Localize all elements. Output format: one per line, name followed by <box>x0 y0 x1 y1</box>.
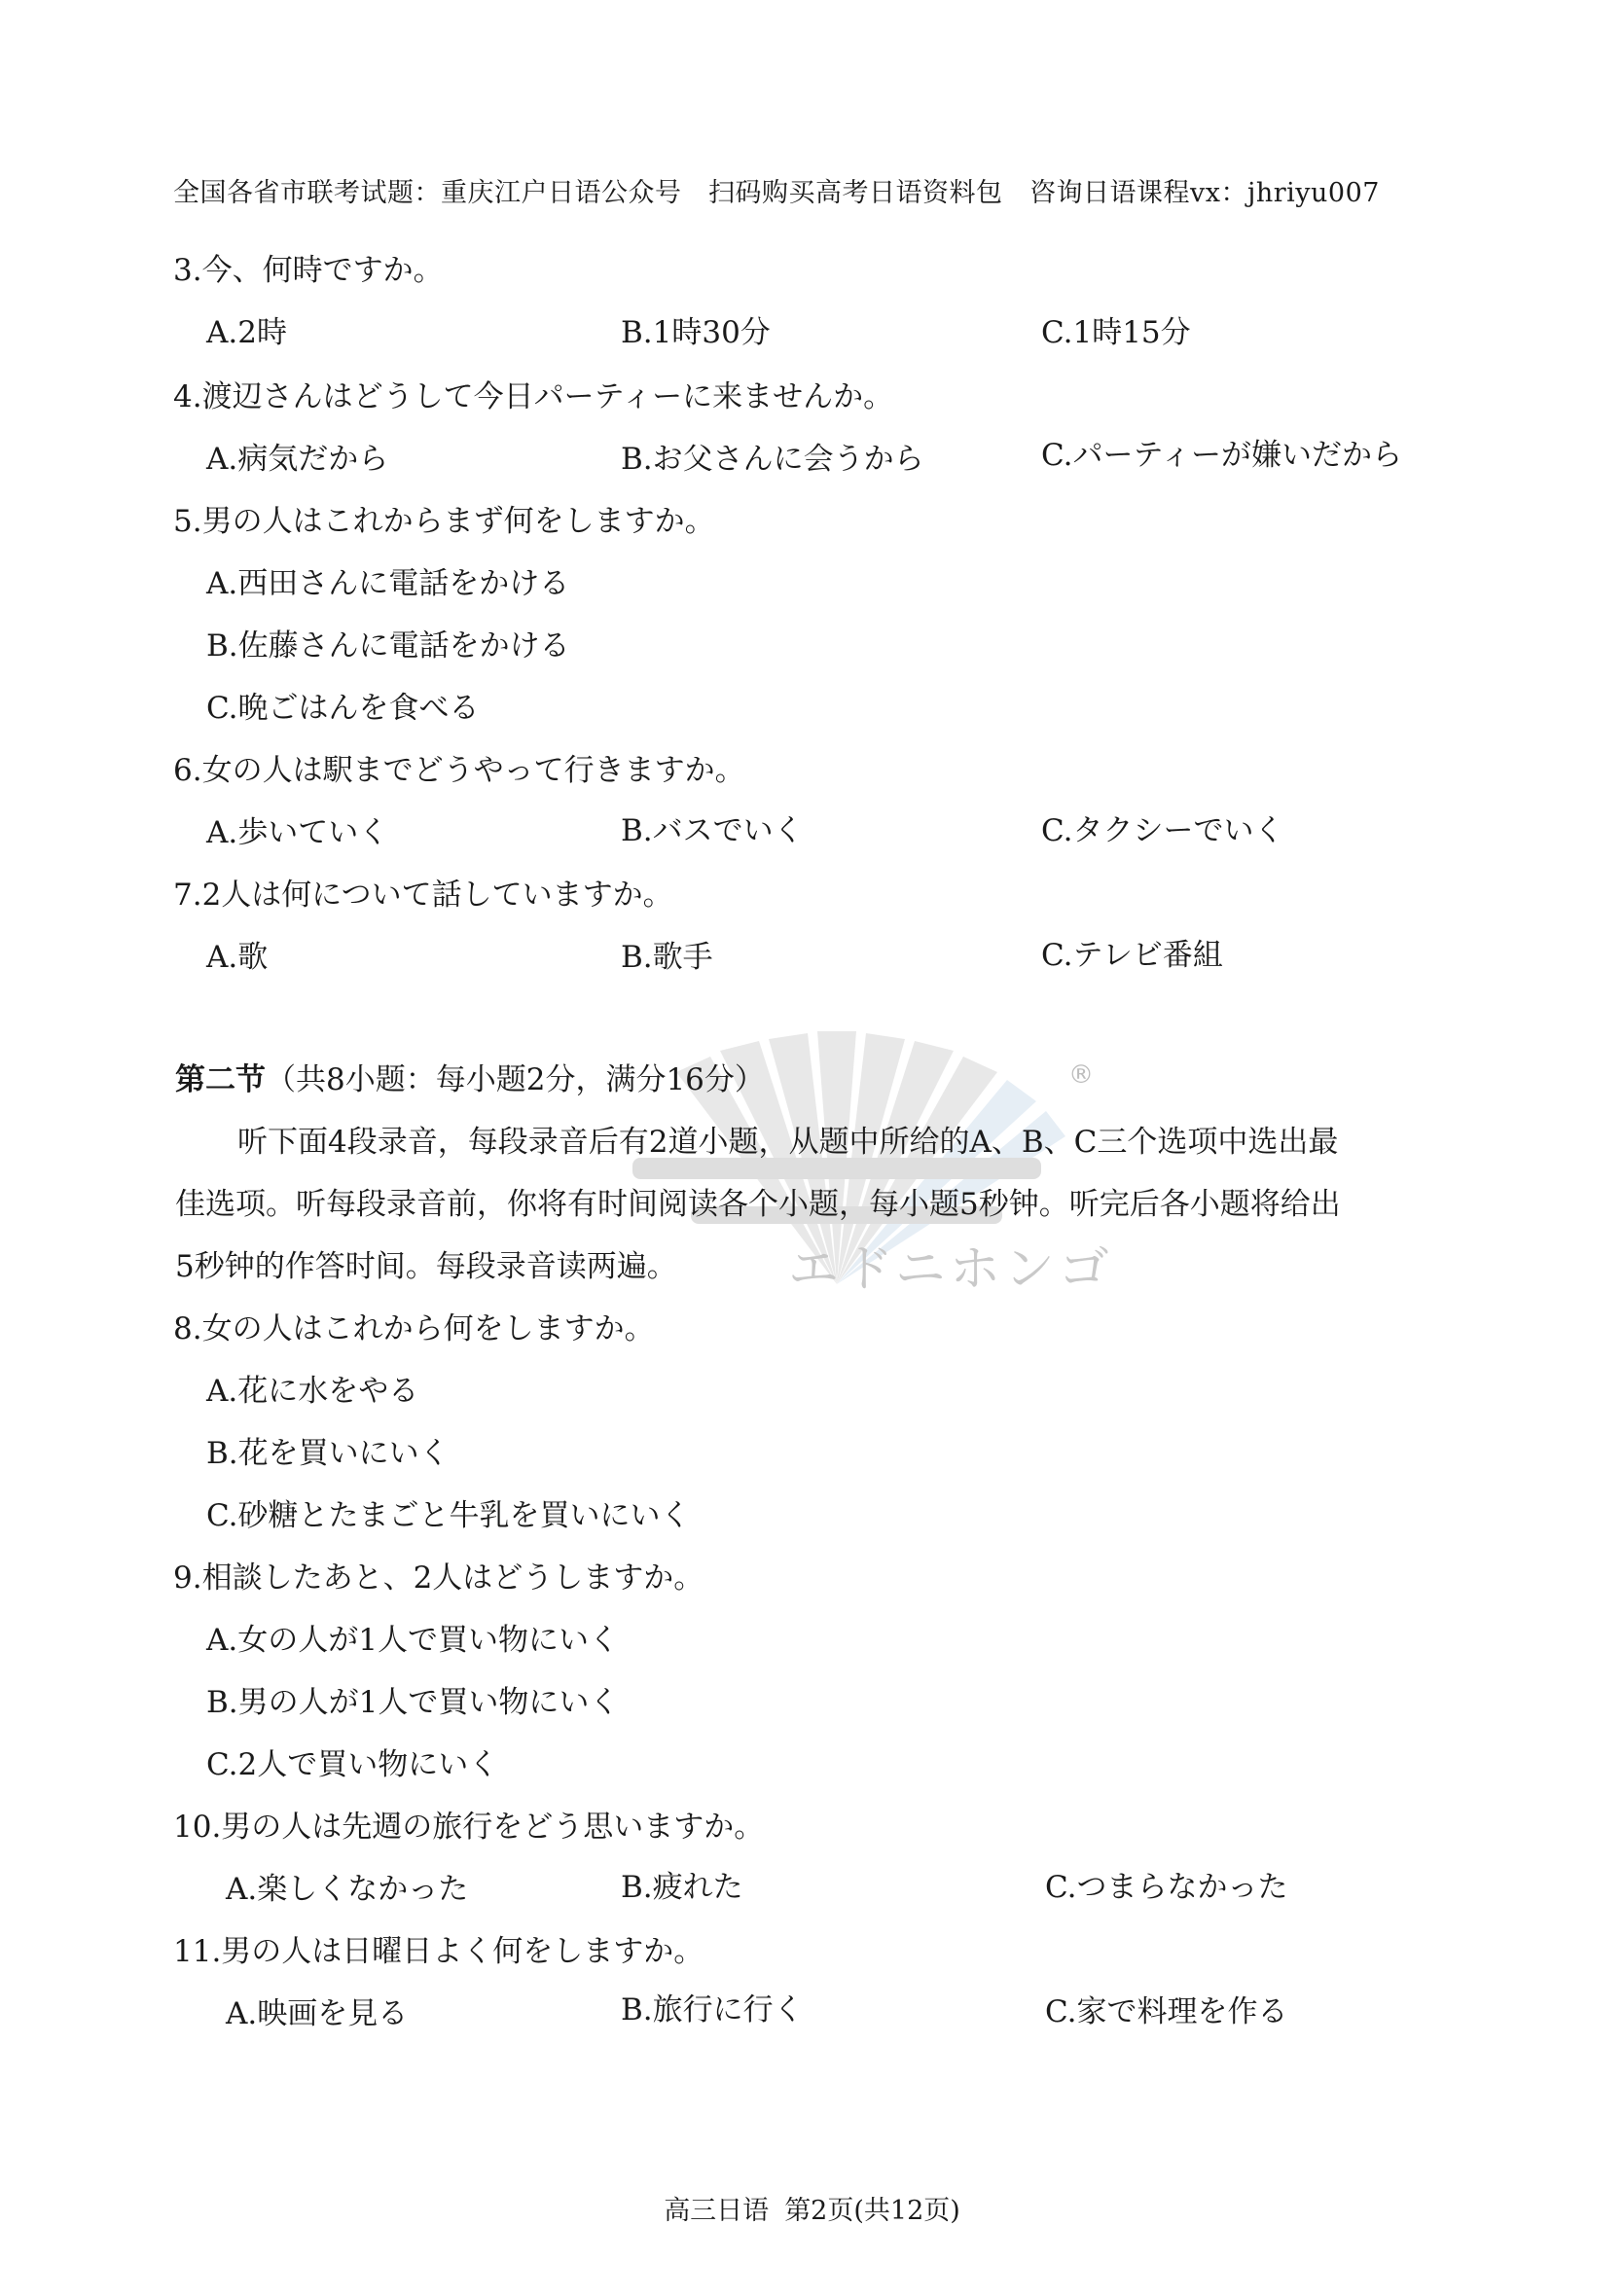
question-5-option-c: C.晩ごはんを食べる <box>206 691 480 726</box>
section-2-instruction-line-1: 听下面4段录音，每段录音后有2道小题，从题中所给的A、B、C三个选项中选出最 <box>237 1125 1339 1160</box>
section-2-title-detail: （共8小题：每小题2分，满分16分） <box>266 1062 765 1097</box>
watermark-text: エドニホンゴ <box>788 1240 1113 1299</box>
page-footer <box>0 2189 1624 2227</box>
question-6-option-b: B.バスでいく <box>621 813 804 848</box>
question-6-stem: 6.女の人は駅までどうやって行きますか。 <box>173 753 745 788</box>
question-10-option-a: A.楽しくなかった <box>226 1872 469 1907</box>
question-8-option-a: A.花に水をやる <box>206 1374 419 1409</box>
question-8-stem: 8.女の人はこれから何をしますか。 <box>173 1311 655 1346</box>
question-9-option-b: B.男の人が1人で買い物にいく <box>206 1685 620 1720</box>
question-10-option-c: C.つまらなかった <box>1045 1870 1288 1905</box>
question-10-option-b: B.疲れた <box>621 1870 743 1905</box>
question-9-option-a: A.女の人が1人で買い物にいく <box>206 1623 619 1658</box>
question-3-option-c: C.1時15分 <box>1041 315 1191 350</box>
header-banner: 全国各省市联考试题：重庆江户日语公众号 扫码购买高考日语资料包 咨询日语课程vx：jhriyu007 <box>173 178 1380 208</box>
question-3-stem: 3.今、何時ですか。 <box>173 253 444 288</box>
question-4-stem: 4.渡辺さんはどうして今日パーティーに来ませんか。 <box>173 379 894 414</box>
question-7-option-c: C.テレビ番組 <box>1041 938 1223 973</box>
question-10-stem: 10.男の人は先週の旅行をどう思いますか。 <box>173 1810 765 1845</box>
question-3-option-a: A.2時 <box>206 315 287 350</box>
question-11-option-b: B.旅行に行く <box>621 1992 804 2027</box>
question-4-option-b: B.お父さんに会うから <box>621 442 924 477</box>
section-2-title-bold: 第二节 <box>175 1062 266 1097</box>
question-6-option-a: A.歩いていく <box>206 815 389 850</box>
footer-page-number: 第2页(共12页) <box>784 2196 960 2226</box>
question-11-stem: 11.男の人は日曜日よく何をしますか。 <box>173 1934 704 1969</box>
question-7-option-b: B.歌手 <box>621 940 713 975</box>
footer-subject: 高三日语 <box>664 2196 770 2226</box>
question-5-stem: 5.男の人はこれからまず何をしますか。 <box>173 504 715 539</box>
question-11-option-a: A.映画を見る <box>226 1996 409 2031</box>
question-9-stem: 9.相談したあと、2人はどうしますか。 <box>173 1561 704 1596</box>
question-5-option-b: B.佐藤さんに電話をかける <box>206 628 570 664</box>
section-2-instruction-line-2: 佳选项。听每段录音前，你将有时间阅读各个小题，每小题5秒钟。听完后各小题将给出 <box>175 1187 1341 1222</box>
question-4-option-c: C.パーティーが嫌いだから <box>1041 438 1402 473</box>
question-8-option-c: C.砂糖とたまごと牛乳を買いにいく <box>206 1498 691 1533</box>
watermark-registered-mark: ® <box>1068 1060 1094 1090</box>
question-6-option-c: C.タクシーでいく <box>1041 813 1284 848</box>
question-11-option-c: C.家で料理を作る <box>1045 1994 1288 2029</box>
question-7-option-a: A.歌 <box>206 940 269 975</box>
question-9-option-c: C.2人で買い物にいく <box>206 1747 499 1782</box>
question-8-option-b: B.花を買いにいく <box>206 1436 450 1471</box>
question-3-option-b: B.1時30分 <box>621 315 771 350</box>
section-2-title <box>175 1055 765 1098</box>
question-4-option-a: A.病気だから <box>206 442 389 477</box>
section-2-instruction-line-3: 5秒钟的作答时间。每段录音读两遍。 <box>175 1249 677 1284</box>
question-7-stem: 7.2人は何について話していますか。 <box>173 878 673 913</box>
question-5-option-a: A.西田さんに電話をかける <box>206 566 570 601</box>
